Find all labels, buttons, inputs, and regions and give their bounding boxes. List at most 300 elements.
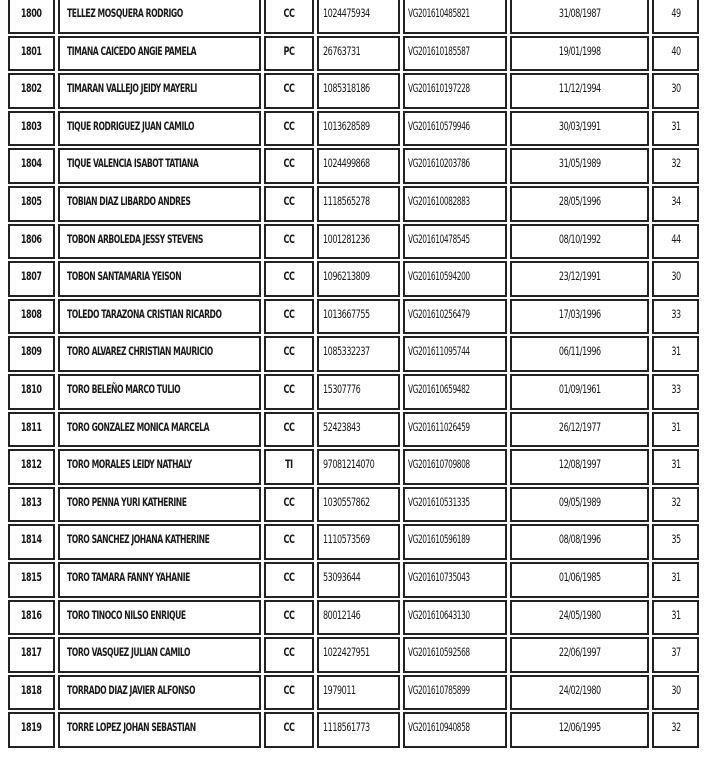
row-number: 1815: [21, 569, 42, 584]
full-name: TORO BELEÑO MARCO TULIO: [67, 381, 181, 396]
table-row: [8, 73, 700, 109]
score-cell: [652, 36, 699, 72]
table-row: [8, 299, 700, 335]
certificate-code: VG201610940858: [408, 720, 470, 735]
score-cell: [652, 261, 699, 297]
date: 24/02/1980: [558, 682, 601, 697]
date-cell: [510, 148, 649, 184]
row-number: 1808: [21, 306, 42, 321]
document-id: 1085318186: [323, 81, 370, 96]
document-type-cell: [264, 299, 314, 335]
document-type: CC: [283, 156, 295, 171]
document-id-cell: [317, 148, 400, 184]
score-cell: [652, 637, 699, 673]
date: 23/12/1991: [558, 269, 601, 284]
score: 31: [670, 419, 681, 434]
name-cell: [58, 36, 261, 72]
date-cell: [510, 336, 649, 372]
date-cell: [510, 224, 649, 260]
date-cell: [510, 299, 649, 335]
row-number: 1814: [21, 532, 42, 547]
certificate-cell: [403, 412, 507, 448]
score-cell: [652, 524, 699, 560]
document-id: 1022427951: [323, 645, 370, 660]
document-id-cell: [317, 412, 400, 448]
document-type: CC: [283, 569, 295, 584]
row-number: 1819: [21, 720, 42, 735]
document-type: TI: [285, 457, 293, 472]
row-number-cell: [8, 449, 55, 485]
score-cell: [652, 148, 699, 184]
name-cell: [58, 336, 261, 372]
date-cell: [510, 562, 649, 598]
certificate-code: VG201610478545: [408, 231, 470, 246]
row-number-cell: [8, 186, 55, 222]
document-type: CC: [283, 344, 295, 359]
date: 31/05/1989: [558, 156, 601, 171]
table-row: [8, 487, 700, 523]
document-id-cell: [317, 73, 400, 109]
date: 22/06/1997: [558, 645, 601, 660]
name-cell: [58, 637, 261, 673]
certificate-code: VG201610197228: [408, 81, 470, 96]
document-id: 1030557862: [323, 494, 370, 509]
certificate-code: VG201610735043: [408, 569, 470, 584]
row-number: 1802: [21, 81, 42, 96]
document-id: 1979011: [323, 682, 356, 697]
date-cell: [510, 374, 649, 410]
certificate-cell: [403, 36, 507, 72]
document-type-cell: [264, 36, 314, 72]
row-number-cell: [8, 412, 55, 448]
date-cell: [510, 524, 649, 560]
row-number-cell: [8, 524, 55, 560]
document-id: 1085332237: [323, 344, 370, 359]
full-name: TIQUE RODRIGUEZ JUAN CAMILO: [67, 118, 195, 133]
full-name: TIMARAN VALLEJO JEIDY MAYERLI: [67, 81, 197, 96]
full-name: TELLEZ MOSQUERA RODRIGO: [67, 6, 183, 20]
table-row: [8, 111, 700, 147]
score: 31: [670, 607, 681, 622]
certificate-code: VG201610709808: [408, 457, 470, 472]
document-type: CC: [283, 645, 295, 660]
certificate-cell: [403, 224, 507, 260]
document-type-cell: [264, 600, 314, 636]
table-row: [8, 412, 700, 448]
table-row: [8, 675, 700, 711]
certificate-cell: [403, 637, 507, 673]
date: 01/06/1985: [558, 569, 601, 584]
certificate-code: VG201611026459: [408, 419, 470, 434]
document-id-cell: [317, 261, 400, 297]
date-cell: [510, 449, 649, 485]
table-row: [8, 0, 700, 34]
document-id: 1024475934: [323, 6, 370, 20]
document-type-cell: [264, 524, 314, 560]
score: 31: [670, 569, 681, 584]
document-type-cell: [264, 637, 314, 673]
document-id-cell: [317, 712, 400, 748]
score: 33: [670, 381, 681, 396]
name-cell: [58, 712, 261, 748]
score-cell: [652, 73, 699, 109]
name-cell: [58, 675, 261, 711]
date-cell: [510, 637, 649, 673]
row-number: 1812: [21, 457, 42, 472]
date: 24/05/1980: [558, 607, 601, 622]
name-cell: [58, 562, 261, 598]
table-row: [8, 449, 700, 485]
row-number: 1800: [21, 6, 42, 20]
certificate-cell: [403, 712, 507, 748]
row-number: 1809: [21, 344, 42, 359]
score-cell: [652, 449, 699, 485]
score: 30: [670, 269, 681, 284]
document-type-cell: [264, 224, 314, 260]
document-type: CC: [283, 720, 295, 735]
score-cell: [652, 224, 699, 260]
score: 30: [670, 81, 681, 96]
document-id-cell: [317, 299, 400, 335]
document-id: 1001281236: [323, 231, 370, 246]
certificate-cell: [403, 374, 507, 410]
document-type-cell: [264, 675, 314, 711]
document-id-cell: [317, 0, 400, 34]
certificate-code: VG201610256479: [408, 306, 470, 321]
score: 33: [670, 306, 681, 321]
table-row: [8, 36, 700, 72]
full-name: TORO GONZALEZ MONICA MARCELA: [67, 419, 210, 434]
certificate-code: VG201610579946: [408, 118, 470, 133]
document-id-cell: [317, 524, 400, 560]
date-cell: [510, 73, 649, 109]
score: 35: [670, 532, 681, 547]
document-type-cell: [264, 712, 314, 748]
certificate-code: VG201610082883: [408, 193, 470, 208]
document-type: PC: [283, 43, 295, 58]
row-number-cell: [8, 562, 55, 598]
document-id: 1118561773: [323, 720, 370, 735]
row-number-cell: [8, 299, 55, 335]
certificate-code: VG201610592568: [408, 645, 470, 660]
row-number-cell: [8, 36, 55, 72]
name-cell: [58, 299, 261, 335]
document-id-cell: [317, 186, 400, 222]
name-cell: [58, 524, 261, 560]
score-cell: [652, 675, 699, 711]
certificate-code: VG201610643130: [408, 607, 470, 622]
document-type: CC: [283, 193, 295, 208]
certificate-code: VG201610531335: [408, 494, 470, 509]
document-type: CC: [283, 6, 295, 20]
document-id: 52423843: [323, 419, 361, 434]
score: 31: [670, 344, 681, 359]
document-type: CC: [283, 381, 295, 396]
document-type: CC: [283, 118, 295, 133]
document-id: 1013667755: [323, 306, 370, 321]
row-number-cell: [8, 0, 55, 34]
document-id: 1096213809: [323, 269, 370, 284]
date-cell: [510, 412, 649, 448]
document-type: CC: [283, 532, 295, 547]
score: 32: [670, 156, 681, 171]
document-type: CC: [283, 682, 295, 697]
date-cell: [510, 186, 649, 222]
document-id: 80012146: [323, 607, 361, 622]
document-type-cell: [264, 374, 314, 410]
table-row: [8, 224, 700, 260]
score-cell: [652, 487, 699, 523]
full-name: TORO PENNA YURI KATHERINE: [67, 494, 187, 509]
document-type: CC: [283, 607, 295, 622]
score: 44: [670, 231, 681, 246]
date: 01/09/1961: [558, 381, 601, 396]
full-name: TOBON SANTAMARIA YEISON: [67, 269, 182, 284]
document-type: CC: [283, 494, 295, 509]
score: 31: [670, 457, 681, 472]
name-cell: [58, 261, 261, 297]
document-type-cell: [264, 186, 314, 222]
table-row: [8, 261, 700, 297]
document-id-cell: [317, 111, 400, 147]
document-type-cell: [264, 0, 314, 34]
date: 08/08/1996: [558, 532, 601, 547]
name-cell: [58, 224, 261, 260]
certificate-cell: [403, 562, 507, 598]
certificate-code: VG201610594200: [408, 269, 470, 284]
certificate-code: VG201610203786: [408, 156, 470, 171]
certificate-cell: [403, 336, 507, 372]
name-cell: [58, 73, 261, 109]
name-cell: [58, 148, 261, 184]
score-cell: [652, 562, 699, 598]
certificate-cell: [403, 186, 507, 222]
document-id-cell: [317, 675, 400, 711]
name-cell: [58, 412, 261, 448]
row-number: 1801: [21, 43, 42, 58]
results-table: [8, 0, 700, 750]
score: 31: [670, 118, 681, 133]
date: 28/05/1996: [558, 193, 601, 208]
certificate-code: VG201611095744: [408, 344, 470, 359]
table-row: [8, 637, 700, 673]
row-number-cell: [8, 600, 55, 636]
full-name: TOBON ARBOLEDA JESSY STEVENS: [67, 231, 203, 246]
date-cell: [510, 600, 649, 636]
document-type: CC: [283, 306, 295, 321]
document-type-cell: [264, 449, 314, 485]
date-cell: [510, 487, 649, 523]
document-type-cell: [264, 412, 314, 448]
document-id-cell: [317, 637, 400, 673]
document-type-cell: [264, 261, 314, 297]
full-name: TOBIAN DIAZ LIBARDO ANDRES: [67, 193, 191, 208]
table-row: [8, 336, 700, 372]
document-type: CC: [283, 231, 295, 246]
name-cell: [58, 374, 261, 410]
row-number: 1803: [21, 118, 42, 133]
document-id-cell: [317, 374, 400, 410]
date-cell: [510, 0, 649, 34]
certificate-cell: [403, 600, 507, 636]
score-cell: [652, 712, 699, 748]
name-cell: [58, 0, 261, 34]
table-row: [8, 374, 700, 410]
full-name: TORRADO DIAZ JAVIER ALFONSO: [67, 682, 196, 697]
score-cell: [652, 0, 699, 34]
date: 06/11/1996: [558, 344, 601, 359]
row-number-cell: [8, 224, 55, 260]
document-id: 1118565278: [323, 193, 370, 208]
full-name: TOLEDO TARAZONA CRISTIAN RICARDO: [67, 306, 222, 321]
table-row: [8, 148, 700, 184]
document-type-cell: [264, 73, 314, 109]
document-type-cell: [264, 111, 314, 147]
table-row: [8, 712, 700, 748]
score: 32: [670, 720, 681, 735]
certificate-cell: [403, 675, 507, 711]
document-id: 1110573569: [323, 532, 370, 547]
certificate-cell: [403, 299, 507, 335]
row-number-cell: [8, 712, 55, 748]
date-cell: [510, 675, 649, 711]
document-id-cell: [317, 36, 400, 72]
name-cell: [58, 600, 261, 636]
certificate-code: VG201610596189: [408, 532, 470, 547]
date: 19/01/1998: [558, 43, 601, 58]
certificate-cell: [403, 487, 507, 523]
document-id: 53093644: [323, 569, 361, 584]
score: 49: [670, 6, 681, 20]
row-number-cell: [8, 374, 55, 410]
document-id: 26763731: [323, 43, 361, 58]
full-name: TORO TINOCO NILSO ENRIQUE: [67, 607, 186, 622]
full-name: TIQUE VALENCIA ISABOT TATIANA: [67, 156, 199, 171]
table-row: [8, 186, 700, 222]
score: 40: [670, 43, 681, 58]
row-number: 1813: [21, 494, 42, 509]
score: 32: [670, 494, 681, 509]
document-id-cell: [317, 562, 400, 598]
document-id-cell: [317, 336, 400, 372]
document-id-cell: [317, 487, 400, 523]
score: 34: [670, 193, 681, 208]
document-id-cell: [317, 449, 400, 485]
row-number-cell: [8, 111, 55, 147]
row-number: 1816: [21, 607, 42, 622]
certificate-cell: [403, 261, 507, 297]
row-number-cell: [8, 73, 55, 109]
date-cell: [510, 712, 649, 748]
score-cell: [652, 111, 699, 147]
score: 30: [670, 682, 681, 697]
full-name: TORO TAMARA FANNY YAHANIE: [67, 569, 190, 584]
table-row: [8, 562, 700, 598]
score-cell: [652, 412, 699, 448]
document-type-cell: [264, 562, 314, 598]
score-cell: [652, 600, 699, 636]
document-id: 97081214070: [323, 457, 375, 472]
date-cell: [510, 111, 649, 147]
document-type-cell: [264, 336, 314, 372]
score-cell: [652, 374, 699, 410]
score-cell: [652, 336, 699, 372]
name-cell: [58, 487, 261, 523]
row-number-cell: [8, 637, 55, 673]
name-cell: [58, 449, 261, 485]
full-name: TORRE LOPEZ JOHAN SEBASTIAN: [67, 720, 196, 735]
row-number-cell: [8, 261, 55, 297]
row-number: 1805: [21, 193, 42, 208]
document-type: CC: [283, 269, 295, 284]
date: 08/10/1992: [558, 231, 601, 246]
certificate-cell: [403, 111, 507, 147]
document-id: 15307776: [323, 381, 361, 396]
name-cell: [58, 111, 261, 147]
date: 12/08/1997: [558, 457, 601, 472]
document-type: CC: [283, 81, 295, 96]
certificate-code: VG201610185587: [408, 43, 470, 58]
date-cell: [510, 261, 649, 297]
row-number-cell: [8, 148, 55, 184]
document-id: 1024499868: [323, 156, 370, 171]
date: 30/03/1991: [558, 118, 601, 133]
row-number: 1810: [21, 381, 42, 396]
full-name: TORO VASQUEZ JULIAN CAMILO: [67, 645, 191, 660]
date: 09/05/1989: [558, 494, 601, 509]
score-cell: [652, 299, 699, 335]
row-number: 1818: [21, 682, 42, 697]
name-cell: [58, 186, 261, 222]
certificate-cell: [403, 449, 507, 485]
row-number: 1811: [21, 419, 42, 434]
full-name: TIMANA CAICEDO ANGIE PAMELA: [67, 43, 197, 58]
full-name: TORO MORALES LEIDY NATHALY: [67, 457, 192, 472]
certificate-code: VG201610785899: [408, 682, 470, 697]
row-number-cell: [8, 675, 55, 711]
full-name: TORO SANCHEZ JOHANA KATHERINE: [67, 532, 210, 547]
certificate-code: VG201610659482: [408, 381, 470, 396]
score-cell: [652, 186, 699, 222]
document-id: 1013628589: [323, 118, 370, 133]
certificate-cell: [403, 148, 507, 184]
document-type-cell: [264, 487, 314, 523]
row-number: 1806: [21, 231, 42, 246]
date: 12/06/1995: [558, 720, 601, 735]
date: 17/03/1996: [558, 306, 601, 321]
document-id-cell: [317, 224, 400, 260]
row-number-cell: [8, 487, 55, 523]
date: 11/12/1994: [558, 81, 601, 96]
certificate-cell: [403, 0, 507, 34]
table-row: [8, 600, 700, 636]
date: 26/12/1977: [558, 419, 601, 434]
certificate-cell: [403, 524, 507, 560]
date: 31/08/1987: [558, 6, 601, 20]
row-number-cell: [8, 336, 55, 372]
full-name: TORO ALVAREZ CHRISTIAN MAURICIO: [67, 344, 213, 359]
certificate-code: VG201610485821: [408, 6, 470, 20]
row-number: 1817: [21, 645, 42, 660]
table-row: [8, 524, 700, 560]
document-id-cell: [317, 600, 400, 636]
certificate-cell: [403, 73, 507, 109]
row-number: 1804: [21, 156, 42, 171]
row-number: 1807: [21, 269, 42, 284]
document-type: CC: [283, 419, 295, 434]
document-type-cell: [264, 148, 314, 184]
score: 37: [670, 645, 681, 660]
